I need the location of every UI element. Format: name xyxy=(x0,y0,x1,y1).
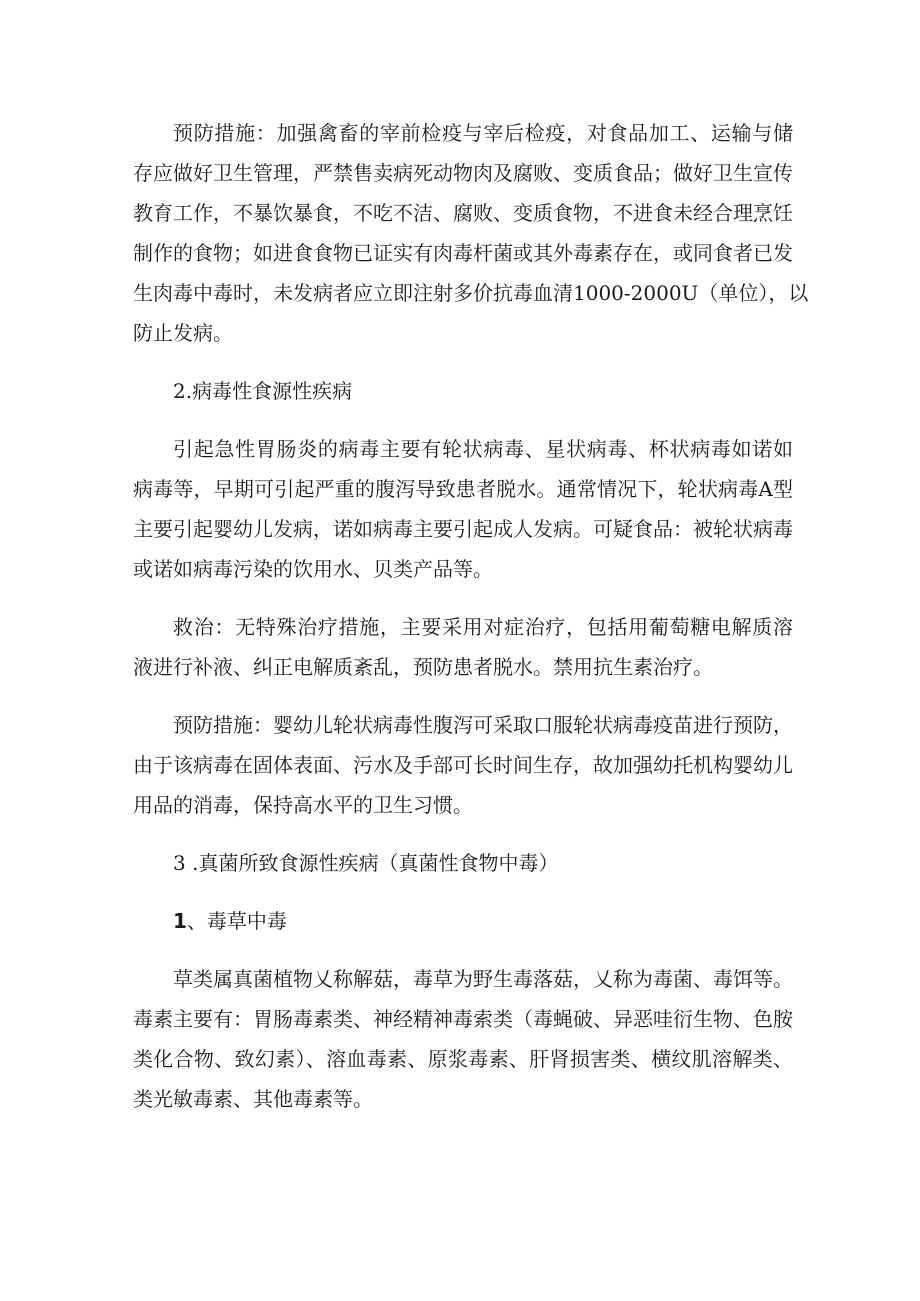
text-line: 液进行补液、纠正电解质紊乱，预防患者脱水。禁用抗生素治疗。 xyxy=(133,655,713,679)
subsection-heading-mushroom xyxy=(133,901,793,941)
text-line: 病毒等，早期可引起严重的腹泻导致患者脱水。通常情况下，轮状病毒A型 xyxy=(133,477,793,501)
text-line: 救治：无特殊治疗措施，主要采用对症治疗，包括用葡萄糖电解质溶 xyxy=(173,615,793,639)
document-body xyxy=(133,113,809,1137)
text-line: 生肉毒中毒时，未发病者应立即注射多价抗毒血清1000-2000U（单位），以 xyxy=(133,281,809,305)
section-heading-fungal: 3 .真菌所致食源性疾病（真菌性食物中毒） xyxy=(173,851,559,875)
text-line: 预防措施：加强禽畜的宰前检疫与宰后检疫，对食品加工、运输与储 xyxy=(173,121,793,145)
text-line: 类光敏毒素、其他毒素等。 xyxy=(133,1087,373,1111)
text-line: 存应做好卫生管理，严禁售卖病死动物肉及腐败、变质食品；做好卫生宣传 xyxy=(133,161,793,185)
text-line: 或诺如病毒污染的饮用水、贝类产品等。 xyxy=(133,557,493,581)
text-line: 草类属真菌植物乂称解菇，毒草为野生毒落菇，乂称为毒菌、毒饵等。 xyxy=(173,967,793,991)
paragraph-mushroom-toxins xyxy=(133,959,793,1119)
paragraph-botulism-prevention xyxy=(133,113,809,353)
text-line: 毒素主要有：胃肠毒素类、神经精神毒索类（毒蝇破、异恶哇衍生物、色胺 xyxy=(133,1007,793,1031)
section-heading-viral: 2.病毒性食源性疾病 xyxy=(173,379,353,403)
subsection-title: 、毒草中毒 xyxy=(186,909,287,933)
paragraph-viral-treatment xyxy=(133,607,793,687)
text-line: 类化合物、致幻素）、溶血毒素、原浆毒素、肝肾损害类、横纹肌溶解类、 xyxy=(133,1047,793,1071)
text-line: 防止发病。 xyxy=(133,321,233,345)
subsection-number: 1 xyxy=(173,909,187,933)
text-line: 用品的消毒，保持高水平的卫生习惯。 xyxy=(133,793,473,817)
text-line: 预防措施：婴幼儿轮状病毒性腹泻可采取口服轮状病毒疫苗进行预防， xyxy=(173,713,793,737)
text-line: 教育工作，不暴饮暴食，不吃不洁、腐败、变质食物，不进食未经合理烹饪 xyxy=(133,201,793,225)
text-line: 主要引起婴幼儿发病，诺如病毒主要引起成人发病。可疑食品：被轮状病毒 xyxy=(133,517,793,541)
text-line: 制作的食物；如进食食物已证实有肉毒杆菌或其外毒素存在，或同食者已发 xyxy=(133,241,793,265)
paragraph-viral-intro xyxy=(133,429,793,589)
text-line: 引起急性胃肠炎的病毒主要有轮状病毒、星状病毒、杯状病毒如诺如 xyxy=(173,437,793,461)
paragraph-viral-prevention xyxy=(133,705,793,825)
text-line: 由于该病毒在固体表面、污水及手部可长时间生存，故加强幼托机构婴幼儿 xyxy=(133,753,793,777)
